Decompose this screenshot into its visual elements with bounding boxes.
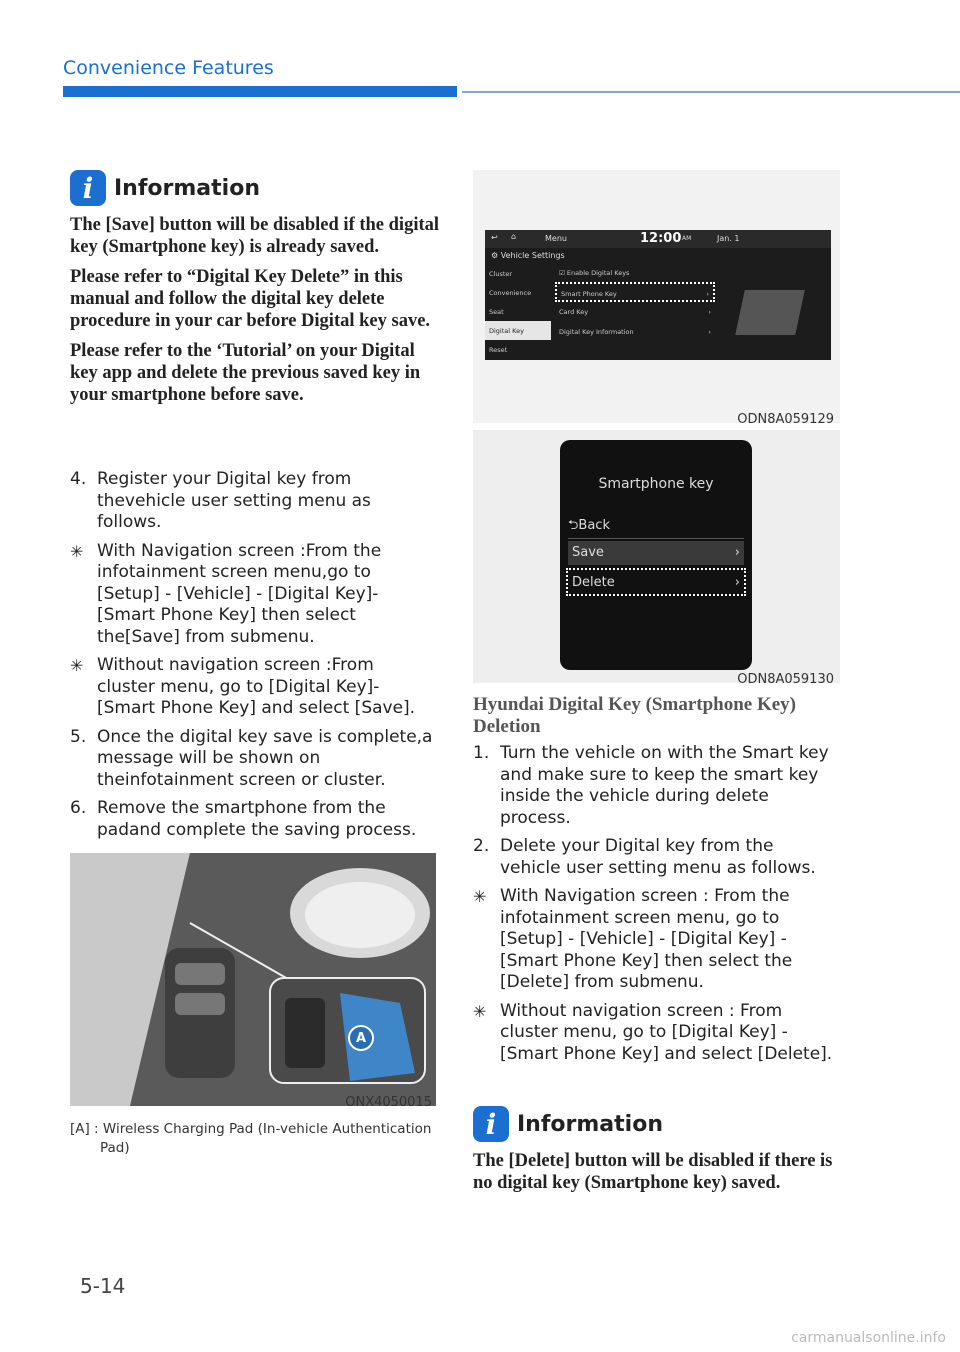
asterisk-icon: ✳: [473, 1001, 487, 1021]
back-icon: ⮌: [568, 518, 579, 533]
settings-sidebar: [485, 264, 551, 359]
figure-code: ONX4050015: [345, 1095, 432, 1110]
key-card-icon: [735, 290, 805, 335]
list-item: [473, 836, 839, 879]
sidebar-item-active: Digital Key: [485, 321, 551, 340]
chevron-right-icon: ›: [708, 328, 711, 336]
deletion-heading: Hyundai Digital Key (Smartphone Key) Deletion: [473, 694, 797, 737]
back-icon: ↩: [491, 233, 498, 242]
clock-ampm: AM: [682, 235, 692, 242]
screen-title: Smartphone key: [598, 476, 714, 492]
menu-label: Menu: [545, 234, 567, 243]
step-text: With Navigation screen : From the infotainment screen menu, go to [Setup] - [Vehicle] - [Digital Key] - [Smart Phone Key] then select the [Delete] from submenu.: [500, 886, 793, 992]
option-label: Card Key: [559, 308, 589, 316]
info-box-save: [70, 170, 440, 414]
save-row: [568, 541, 744, 565]
step-text: Without navigation screen :From cluster menu, go to [Digital Key]- [Smart Phone Key] and select [Save].: [97, 655, 416, 718]
back-label: Back: [578, 518, 610, 533]
list-item: [70, 655, 436, 720]
figure-caption: [A] : Wireless Charging Pad (In-vehicle Authentication Pad): [70, 1121, 432, 1156]
smartphone-key-screenshot: [473, 430, 840, 683]
step-number: 2.: [473, 836, 490, 856]
sidebar-item: Cluster: [489, 270, 513, 278]
list-item: [473, 1001, 839, 1066]
save-label: Save: [572, 545, 604, 560]
step-text: Remove the smartphone from the padand complete the saving process.: [97, 798, 417, 840]
date: Jan. 1: [717, 234, 740, 243]
step-text: With Navigation screen :From the infotainment screen menu,go to [Setup] - [Vehicle] - [Digital Key]- [Smart Phone Key] then select the[Save] from submenu.: [97, 540, 382, 647]
home-icon: ⌂: [511, 232, 517, 241]
info-paragraph: Please refer to the ‘Tutorial’ on your Digital key app and delete the previous saved key in your smartphone before save.: [70, 341, 421, 405]
figure-code: ODN8A059129: [737, 412, 834, 427]
option-label: Digital Key Information: [559, 328, 634, 336]
chevron-right-icon: ›: [734, 545, 740, 560]
screen-title: ⚙ Vehicle Settings: [491, 251, 565, 260]
step-text: Register your Digital key from thevehicle user setting menu as follows.: [97, 469, 371, 532]
delete-label: Delete: [572, 575, 615, 590]
asterisk-icon: ✳: [473, 887, 487, 906]
step-text: Turn the vehicle on with the Smart key and make sure to keep the smart key inside the vehicle during delete process.: [500, 743, 829, 828]
step-text: Delete your Digital key from the vehicle user setting menu as follows.: [500, 836, 816, 878]
step-text: Without navigation screen : From cluster menu, go to [Digital Key] - [Smart Phone Key] and select [Delete].: [500, 1000, 833, 1064]
deletion-steps: [473, 743, 839, 1072]
infotainment-screen: [485, 230, 831, 360]
status-bar: [485, 230, 831, 248]
info-label: Information: [517, 1111, 663, 1137]
figure-code: ODN8A059130: [737, 672, 834, 687]
callout-a: A: [348, 1025, 374, 1051]
sidebar-item: Reset: [489, 346, 508, 354]
chevron-right-icon: ›: [706, 290, 709, 298]
asterisk-icon: ✳: [70, 656, 84, 675]
delete-row-highlighted: [566, 568, 746, 596]
info-paragraph: Please refer to “Digital Key Delete” in this manual and follow the digital key delete procedure in your car before Digital key save.: [70, 267, 431, 331]
list-item: [70, 469, 436, 534]
step-number: 4.: [70, 469, 87, 489]
settings-options: [555, 264, 715, 342]
watermark: carmanualsonline.info: [791, 1330, 946, 1346]
chevron-right-icon: ›: [734, 575, 740, 590]
option-row: [555, 302, 715, 322]
sidebar-item: Seat: [489, 308, 504, 316]
section-title: Convenience Features: [63, 57, 274, 79]
header-rule-accent: [63, 86, 457, 97]
option-row: [555, 322, 715, 342]
list-item: [70, 541, 436, 649]
vehicle-settings-screenshot: [473, 170, 840, 423]
sidebar-item: Convenience: [489, 289, 532, 297]
header-rule: [462, 91, 960, 93]
step-text: Once the digital key save is complete,a message will be shown on theinfotainment screen or cluster.: [97, 726, 433, 790]
option-label: Smart Phone Key: [561, 290, 617, 298]
clock: 12:00: [640, 231, 682, 246]
asterisk-icon: ✳: [70, 541, 84, 561]
page-number: 5-14: [80, 1274, 126, 1298]
list-item: [473, 743, 839, 829]
info-label: Information: [114, 175, 260, 201]
list-item: [70, 727, 436, 792]
screen-title-text: Vehicle Settings: [500, 251, 565, 260]
info-icon: i: [70, 170, 106, 206]
list-item: [70, 798, 436, 841]
cluster-screen: [560, 440, 752, 670]
back-row: [568, 516, 744, 539]
step-number: 1.: [473, 743, 490, 763]
list-item: [473, 886, 839, 994]
step-number: 5.: [70, 726, 87, 747]
charging-pad-photo: [70, 853, 436, 1106]
step-number: 6.: [70, 798, 87, 818]
info-icon: i: [473, 1106, 509, 1142]
info-paragraph: The [Delete] button will be disabled if there is no digital key (Smartphone key) saved.: [473, 1151, 833, 1193]
save-steps: [70, 469, 436, 848]
option-label: Enable Digital Keys: [566, 269, 630, 277]
info-paragraph: The [Save] button will be disabled if the digital key (Smartphone key) is already saved.: [70, 215, 440, 257]
option-row-highlighted: [555, 282, 715, 302]
info-box-delete: [473, 1106, 843, 1202]
console-illustration: [70, 853, 436, 1106]
chevron-right-icon: ›: [708, 308, 711, 316]
option-row: ☑ Enable Digital Keys: [559, 269, 630, 277]
